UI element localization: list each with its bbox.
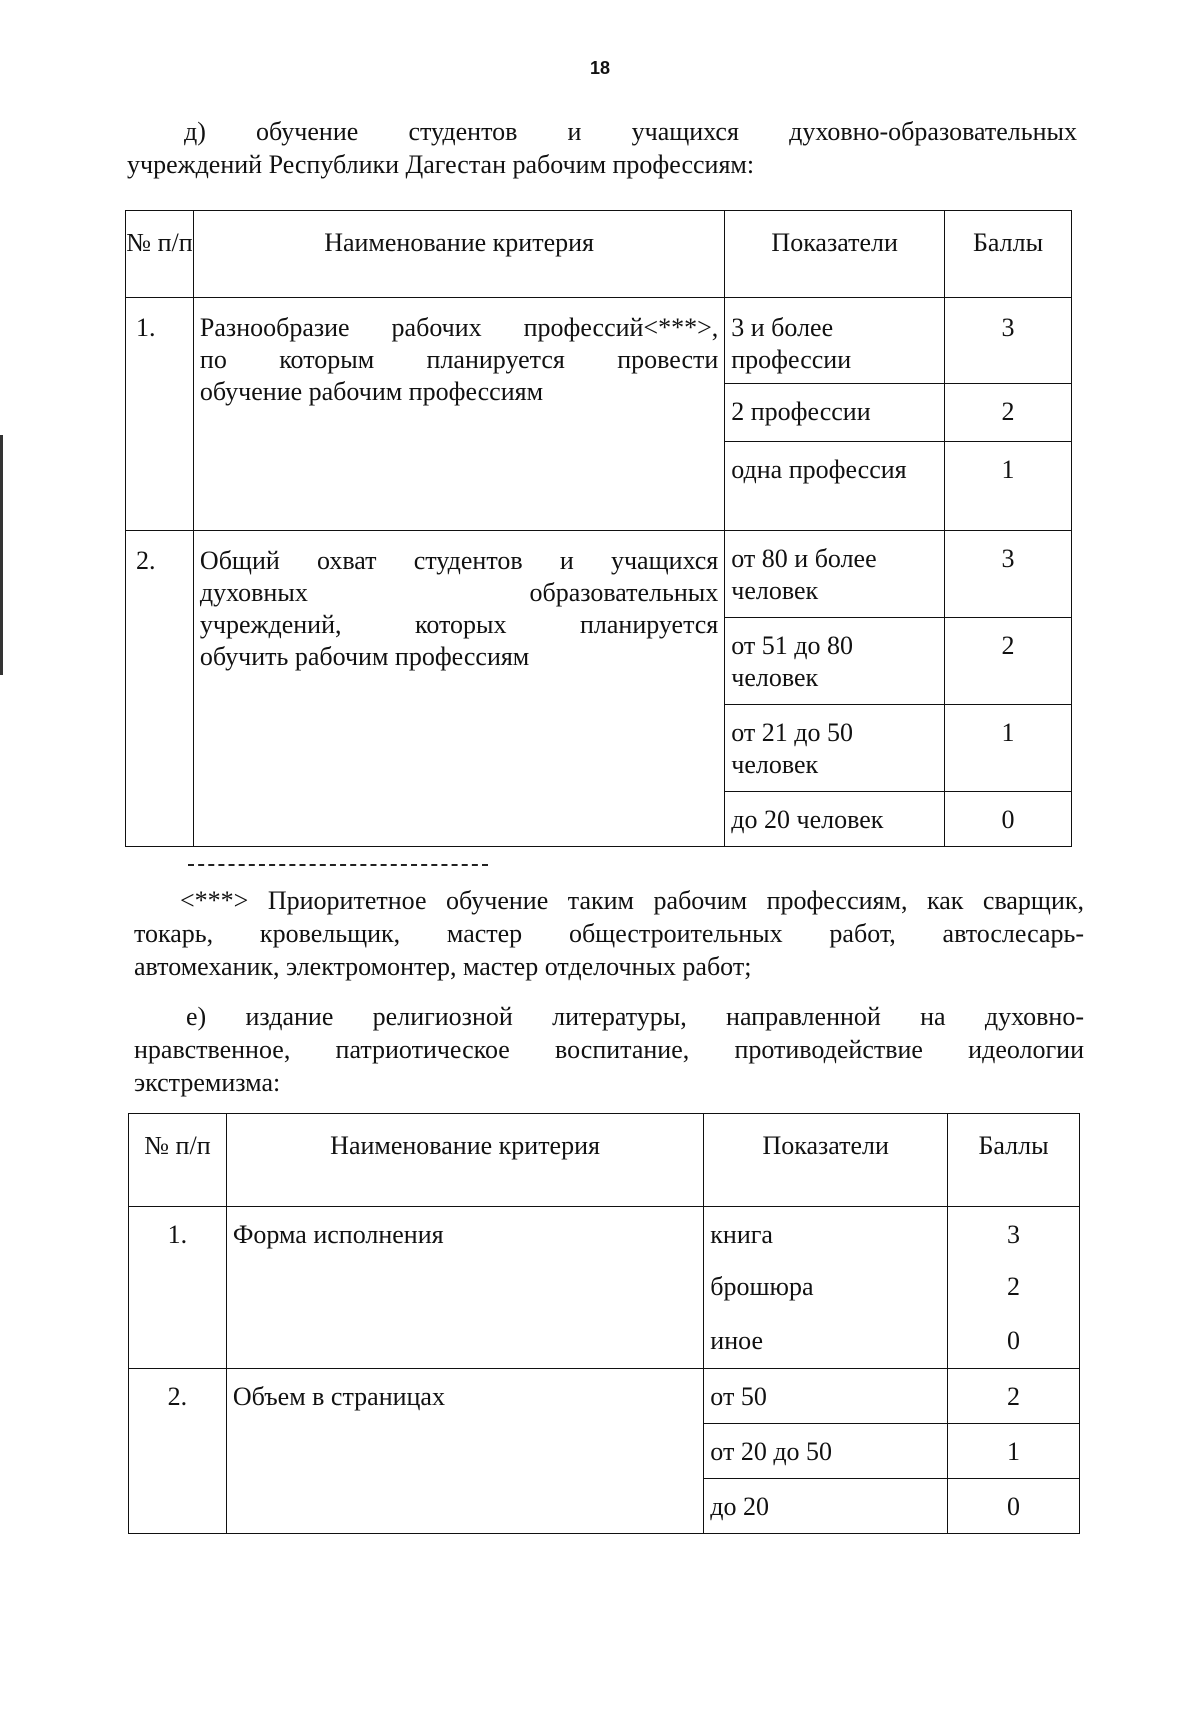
header-criterion: Наименование критерия xyxy=(226,1114,703,1207)
criteria-table-d xyxy=(125,210,1072,847)
criteria-table-e xyxy=(128,1113,1080,1534)
points-cell: 1 xyxy=(948,1424,1080,1479)
indicator-cell: одна профессия xyxy=(725,442,945,531)
indicator-cell: до 20 xyxy=(704,1479,948,1534)
footnote-line-1: <***> Приоритетное обучение таким рабочим профессиям, как сварщик, xyxy=(180,886,1084,915)
indicator-cell: от 50 xyxy=(704,1369,948,1424)
row-number: 1. xyxy=(129,1207,227,1369)
criterion-name: Объем в страницах xyxy=(226,1369,703,1534)
points-cell: 0 xyxy=(948,1479,1080,1534)
table-row xyxy=(126,531,1072,618)
page-number: 18 xyxy=(589,58,611,78)
table-header-row xyxy=(129,1114,1080,1207)
indicator-cell: брошюра xyxy=(704,1261,948,1315)
section-e-line-1: е) издание религиозной литературы, направленной на духовно- xyxy=(186,1002,1084,1031)
header-num: № п/п xyxy=(129,1114,227,1207)
row-number: 1. xyxy=(126,298,194,531)
header-criterion: Наименование критерия xyxy=(193,211,724,298)
header-points: Баллы xyxy=(948,1114,1080,1207)
criterion-name: Разнообразие рабочих профессий<***>, по которым планируется провести обучение рабочим профессиям xyxy=(193,298,724,531)
indicator-cell: 3 и более профессии xyxy=(725,298,945,384)
table-row xyxy=(126,298,1072,384)
points-cell: 2 xyxy=(945,618,1072,705)
row-number: 2. xyxy=(129,1369,227,1534)
footnote-rule-text xyxy=(188,850,337,866)
criterion-name: Форма исполнения xyxy=(226,1207,703,1369)
points-cell: 1 xyxy=(945,442,1072,531)
indicator-cell: иное xyxy=(704,1315,948,1369)
scan-margin-mark xyxy=(0,435,3,675)
points-cell: 0 xyxy=(948,1315,1080,1369)
points-cell: 2 xyxy=(948,1369,1080,1424)
footnote-line-2: токарь, кровельщик, мастер общестроительных работ, автослесарь- xyxy=(134,919,1084,948)
criterion-name: Общий охват студентов и учащихся духовных образовательных учреждений, которых планируется обучить рабочим профессиям xyxy=(193,531,724,847)
table-header-row xyxy=(126,211,1072,298)
indicator-cell: 2 профессии xyxy=(725,384,945,442)
header-points: Баллы xyxy=(945,211,1072,298)
indicator-cell: от 20 до 50 xyxy=(704,1424,948,1479)
indicator-cell: до 20 человек xyxy=(725,792,945,847)
points-cell: 2 xyxy=(945,384,1072,442)
footnote-line-3: автомеханик, электромонтер, мастер отделочных работ; xyxy=(134,952,752,981)
indicator-cell: книга xyxy=(704,1207,948,1261)
table-row xyxy=(129,1207,1080,1261)
section-d-line-2: учреждений Республики Дагестан рабочим профессиям: xyxy=(127,150,755,179)
points-cell: 1 xyxy=(945,705,1072,792)
header-num: № п/п xyxy=(126,211,194,298)
indicator-cell: от 80 и более человек xyxy=(725,531,945,618)
header-indicators: Показатели xyxy=(704,1114,948,1207)
section-e-intro xyxy=(134,1000,1084,1099)
points-cell: 2 xyxy=(948,1261,1080,1315)
points-cell: 3 xyxy=(945,298,1072,384)
table-row xyxy=(129,1369,1080,1424)
header-indicators: Показатели xyxy=(725,211,945,298)
points-cell: 3 xyxy=(948,1207,1080,1261)
section-d-line-1: д) обучение студентов и учащихся духовно-образовательных xyxy=(184,117,1077,146)
section-d-intro xyxy=(127,115,1077,181)
points-cell: 3 xyxy=(945,531,1072,618)
section-e-line-3: экстремизма: xyxy=(134,1068,281,1097)
indicator-cell: от 21 до 50 человек xyxy=(725,705,945,792)
section-e-line-2: нравственное, патриотическое воспитание, противодействие идеологии xyxy=(134,1035,1084,1064)
row-number: 2. xyxy=(126,531,194,847)
points-cell: 0 xyxy=(945,792,1072,847)
indicator-cell: от 51 до 80 человек xyxy=(725,618,945,705)
footnote xyxy=(134,884,1084,983)
